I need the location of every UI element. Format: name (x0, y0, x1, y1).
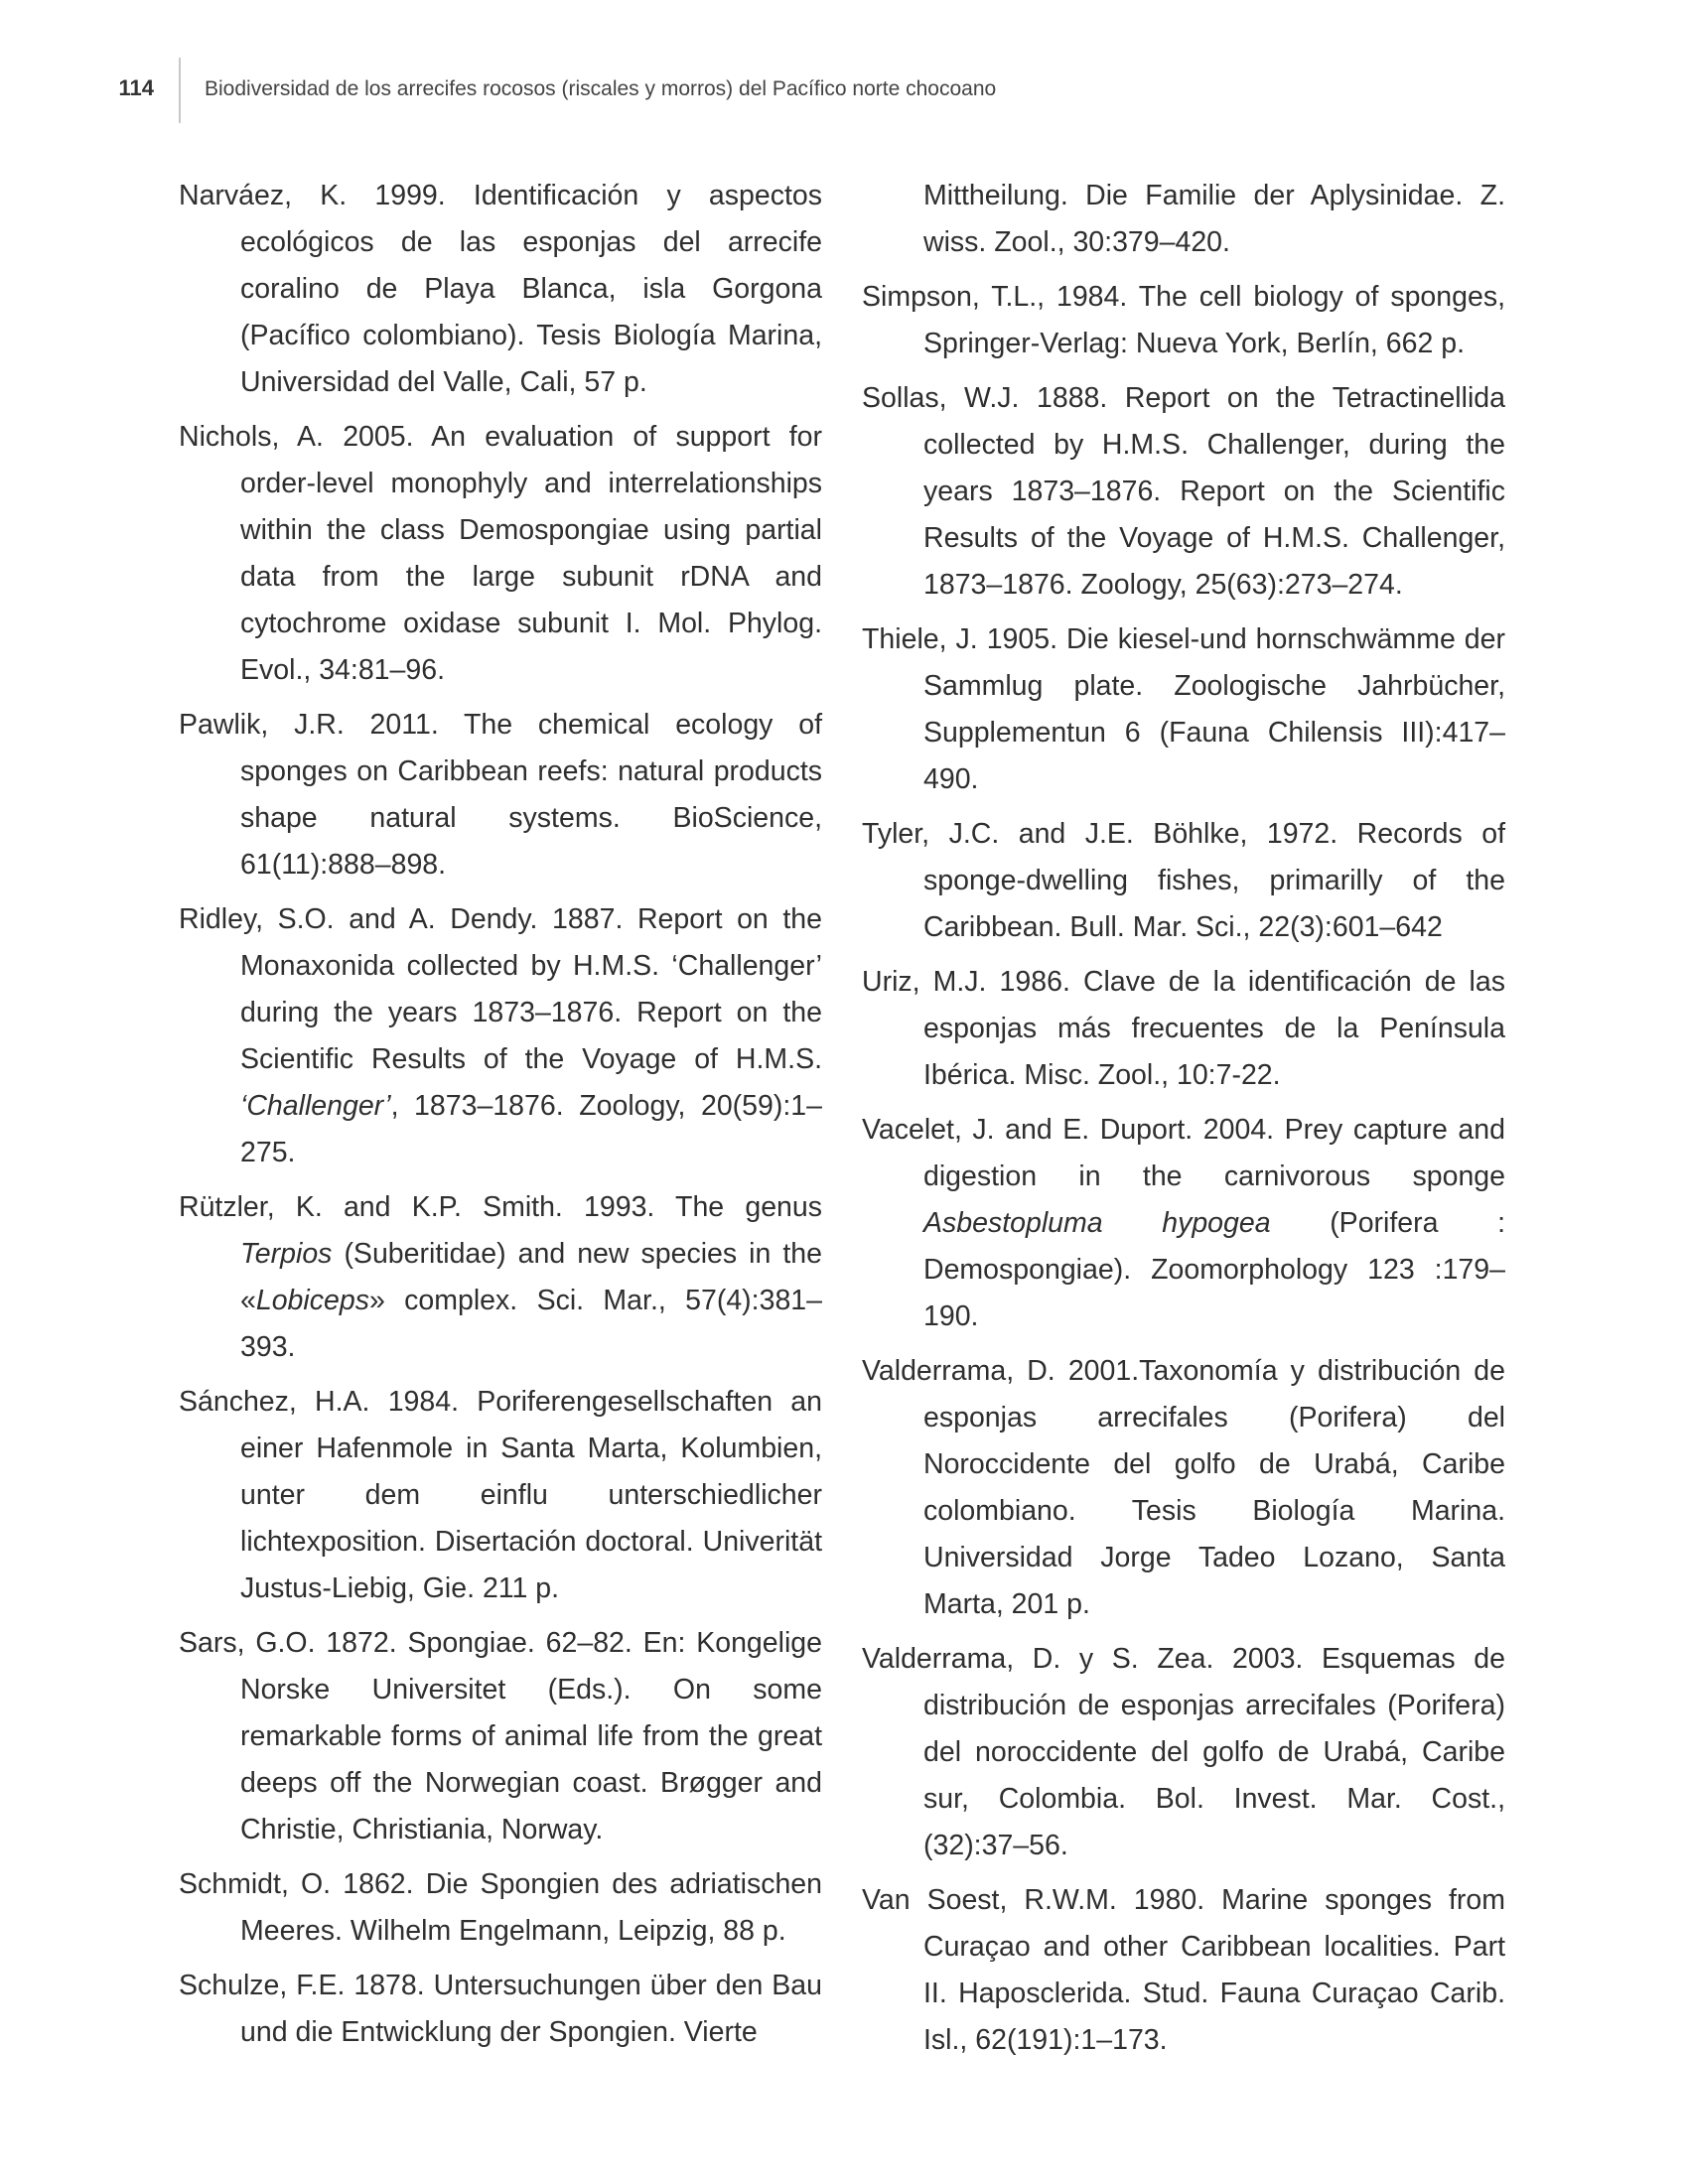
running-title: Biodiversidad de los arrecifes rocosos (riscales y morros) del Pacífico norte chocoano (205, 77, 997, 100)
reference-text: Valderrama, D. y S. Zea. 2003. Esquemas de distribución de esponjas arrecifales (Porifera) del noroccidente del golfo de Urabá, Caribe sur, Colombia. Bol. Invest. Mar. Cost., (32):37–56. (862, 1643, 1505, 1861)
reference-entry (179, 1620, 822, 1853)
references-right-column (862, 173, 1505, 2072)
reference-text: Thiele, J. 1905. Die kiesel-und hornschwämme der Sammlug plate. Zoologische Jahrbücher, Supplementun 6 (Fauna Chilensis III):417–490. (862, 623, 1505, 795)
reference-text: , 1873–1876. Zoology, 20(59):1–275. (240, 1090, 822, 1168)
reference-text: (Porifera : Demospongiae). Zoomorphology 123 :179–190. (923, 1207, 1506, 1332)
reference-italic-text: Asbestopluma hypogea (923, 1207, 1271, 1239)
reference-entry (179, 414, 822, 694)
reference-entry (862, 1107, 1505, 1340)
reference-text: (Suberitidae) and new species in the « (240, 1238, 822, 1316)
reference-text: Sánchez, H.A. 1984. Poriferengesellschaften an einer Hafenmole in Santa Marta, Kolumbien, unter dem einflu unterschiedlicher lichtexposition. Disertación doctoral. Univerität Justus-Liebig, Gie. 211 p. (179, 1386, 822, 1604)
reference-text: » complex. Sci. Mar., 57(4):381–393. (240, 1285, 822, 1363)
reference-text: Schulze, F.E. 1878. Untersuchungen über den Bau und die Entwicklung der Spongien. Vierte (179, 1970, 822, 2048)
reference-text: Valderrama, D. 2001.Taxonomía y distribución de esponjas arrecifales (Porifera) del Noroccidente del golfo de Urabá, Caribe colombiano. Tesis Biología Marina. Universidad Jorge Tadeo Lozano, Santa Marta, 201 p. (862, 1355, 1505, 1620)
reference-italic-text: ‘Challenger’ (240, 1090, 391, 1122)
reference-text: Rützler, K. and K.P. Smith. 1993. The genus (179, 1191, 822, 1223)
reference-entry (179, 173, 822, 406)
reference-text: Simpson, T.L., 1984. The cell biology of sponges, Springer-Verlag: Nueva York, Berlín, 662 p. (862, 281, 1505, 359)
reference-entry (862, 811, 1505, 951)
reference-entry (862, 173, 1505, 266)
reference-entry (862, 959, 1505, 1099)
reference-text: Sars, G.O. 1872. Spongiae. 62–82. En: Kongelige Norske Universitet (Eds.). On some remarkable forms of animal life from the great deeps off the Norwegian coast. Brøgger and Christie, Christiania, Norway. (179, 1627, 822, 1845)
reference-entry (179, 896, 822, 1176)
reference-entry (862, 1636, 1505, 1869)
reference-text: Mittheilung. Die Familie der Aplysinidae. Z. wiss. Zool., 30:379–420. (923, 180, 1505, 258)
reference-entry (179, 1379, 822, 1612)
reference-entry (179, 702, 822, 888)
reference-entry (862, 1348, 1505, 1628)
reference-italic-text: Terpios (240, 1238, 333, 1270)
reference-text: Pawlik, J.R. 2011. The chemical ecology of sponges on Caribbean reefs: natural products shape natural systems. BioScience, 61(11):888–898. (179, 709, 822, 881)
reference-entry (179, 1184, 822, 1371)
reference-text: Ridley, S.O. and A. Dendy. 1887. Report on the Monaxonida collected by H.M.S. ‘Challenger’ during the years 1873–1876. Report on the Scientific Results of the Voyage of H.M.S. (179, 903, 822, 1075)
references-left-column (179, 173, 822, 2064)
reference-text: Narváez, K. 1999. Identificación y aspectos ecológicos de las esponjas del arrecife coralino de Playa Blanca, isla Gorgona (Pacífico colombiano). Tesis Biología Marina, Universidad del Valle, Cali, 57 p. (179, 180, 822, 398)
reference-entry (862, 616, 1505, 803)
reference-text: Uriz, M.J. 1986. Clave de la identificación de las esponjas más frecuentes de la Península Ibérica. Misc. Zool., 10:7-22. (862, 966, 1505, 1091)
header-divider (179, 58, 181, 123)
reference-text: Schmidt, O. 1862. Die Spongien des adriatischen Meeres. Wilhelm Engelmann, Leipzig, 88 p. (179, 1868, 822, 1947)
page-header (0, 69, 1688, 129)
reference-text: Vacelet, J. and E. Duport. 2004. Prey capture and digestion in the carnivorous sponge (862, 1114, 1505, 1192)
reference-entry (862, 1877, 1505, 2064)
reference-text: Sollas, W.J. 1888. Report on the Tetractinellida collected by H.M.S. Challenger, during the years 1873–1876. Report on the Scientific Results of the Voyage of H.M.S. Challenger, 1873–1876. Zoology, 25(63):273–274. (862, 382, 1505, 601)
reference-text: Tyler, J.C. and J.E. Böhlke, 1972. Records of sponge-dwelling fishes, primarilly of the Caribbean. Bull. Mar. Sci., 22(3):601–642 (862, 818, 1505, 943)
reference-italic-text: Lobiceps (255, 1285, 369, 1316)
reference-entry (862, 375, 1505, 609)
page-number: 114 (118, 75, 154, 100)
reference-entry (862, 274, 1505, 367)
reference-entry (179, 1861, 822, 1955)
reference-text: Nichols, A. 2005. An evaluation of support for order-level monophyly and interrelationships within the class Demospongiae using partial data from the large subunit rDNA and cytochrome oxidase subunit I. Mol. Phylog. Evol., 34:81–96. (179, 421, 822, 686)
reference-entry (179, 1963, 822, 2056)
reference-text: Van Soest, R.W.M. 1980. Marine sponges from Curaçao and other Caribbean localities. Part II. Haposclerida. Stud. Fauna Curaçao Carib. Isl., 62(191):1–173. (862, 1884, 1505, 2056)
